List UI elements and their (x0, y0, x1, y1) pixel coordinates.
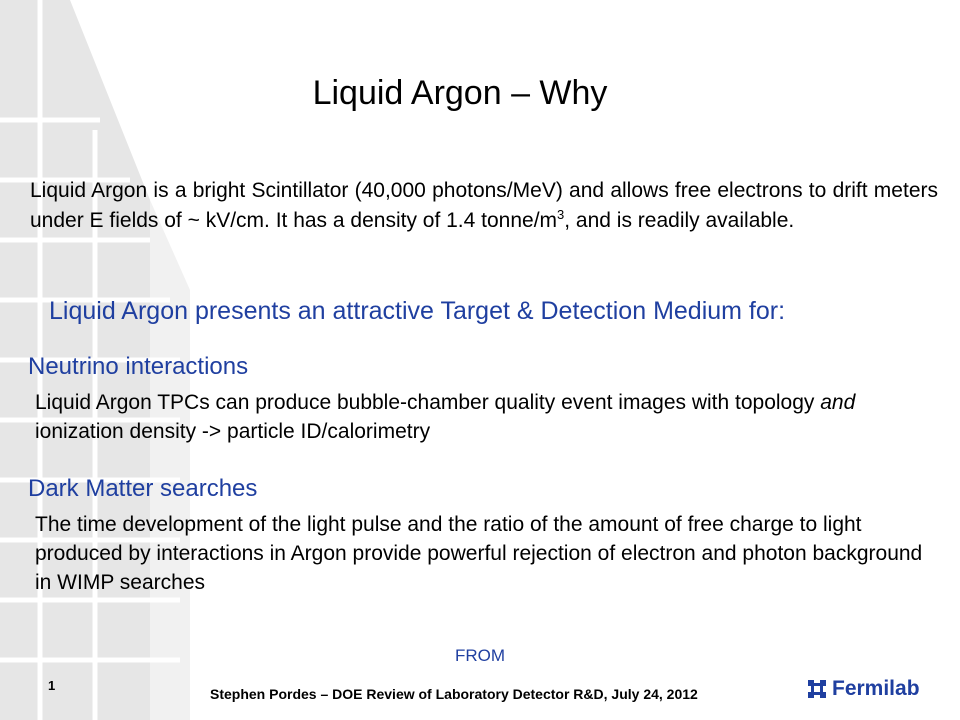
section-body-text: Liquid Argon TPCs can produce bubble-chamber quality event images with topology (35, 391, 821, 414)
fermilab-logo-text: Fermilab (832, 677, 920, 700)
lead-statement: Liquid Argon presents an attractive Target & Detection Medium for: (49, 297, 786, 325)
intro-text-end: , and is readily available. (564, 209, 795, 232)
section-body-dark-matter: The time development of the light pulse and the ratio of the amount of free charge to light produced by interactions in Argon provide powerful rejection of electron and photon background in WIMP searches (35, 513, 923, 594)
intro-text: Liquid Argon is a bright Scintillator (40,000 photons/MeV) and allows free electrons to drift meters under E fields of ~ kV/cm. It has a density of 1.4 tonne/m (30, 179, 938, 232)
section-body-text: ionization density -> particle ID/calorimetry (35, 420, 431, 443)
section-body-neutrino (35, 388, 935, 446)
from-label: FROM (454, 646, 506, 665)
footer-text: Stephen Pordes – DOE Review of Laboratory Detector R&D, July 24, 2012 (210, 686, 698, 702)
fermilab-logo-icon (806, 678, 828, 700)
slide-title: Liquid Argon – Why (312, 74, 608, 112)
intro-paragraph (30, 176, 938, 236)
fermilab-logo (806, 677, 920, 701)
intro-superscript: 3 (557, 207, 565, 222)
section-heading-dark-matter: Dark Matter searches (28, 475, 258, 502)
page-number: 1 (48, 678, 56, 693)
section-heading-neutrino: Neutrino interactions (28, 353, 249, 380)
section-body-emphasis: and (820, 391, 856, 414)
